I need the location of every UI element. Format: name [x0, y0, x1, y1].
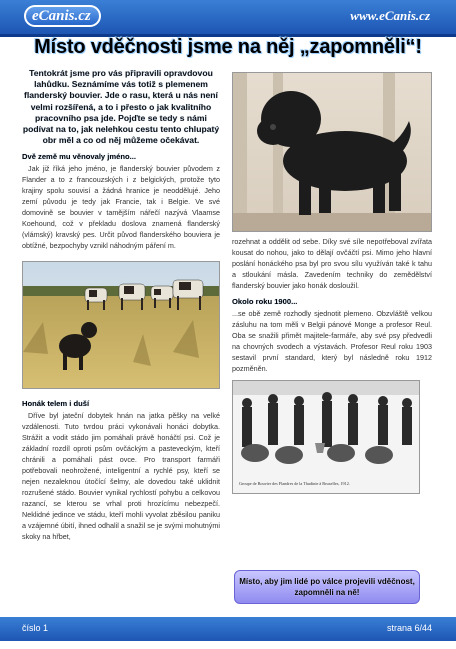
section-heading: Honák telem i duší: [22, 399, 90, 409]
historic-group-photo: [232, 380, 420, 494]
footer-bar: [0, 617, 456, 641]
site-url[interactable]: www.eCanis.cz: [350, 8, 430, 23]
left-column: [22, 68, 220, 542]
image-caption-box: Místo, aby jim lidé po válce projevili vděčnost, zapomněli na ně!: [234, 570, 420, 604]
section-text: Jak již říká jeho jméno, je flanderský bouvier původem z Flander a to z francouzských i z belgických, protože tyto krajiny spolu souvisí a žádná hranice je neoddělujé. Jeho zemí původu je tedy jak Francie, tak i Belgie. Ve své domovině se bouvier v tamějším nářečí nazývá Vlaamse Koehound, což v překladu doslova znamená flanderský (vlámský) kravský pes. Určit původ flanderského bouviera je obtížné, bezpochyby vznikl náhodným páření m.: [22, 164, 220, 251]
section-heading: Okolo roku 1900...: [232, 297, 298, 306]
issue-number: číslo 1: [22, 623, 49, 633]
continued-text: rozehnat a oddělit od sebe. Díky své síle nepotřeboval zvířata kousat do nohou, jako to dělají ovčáčtí psi. Mimo jeho hlavní poslání honáckého psa byl pro svou sílu využíván také k tahu a stloukání másla. Zavedením techniky do zemědělství flanderský bouvier jako honák dosloužil.: [232, 237, 432, 290]
article-intro: Tentokrát jsme pro vás připravili opravdovou lahůdku. Seznámíme vás totiž s plemenem flanderský bouvier. Jde o rasu, která u nás není velmi rozšířená, a to i přesto o jak kvalitního pracovního psa jde. Pojďte se tedy s námi podívat na to, jak nelehkou cestu tento chlupatý obr měl a co od něj můžeme očekávat.: [22, 68, 220, 146]
article-headline: Místo vděčnosti jsme na něj „zapomněli“!: [34, 36, 422, 58]
section-text: Dříve byl jateční dobytek hnán na jatka pěšky na velké vzdálenosti. Tuto tvrdou práci vykonávali honáci dobytka. Strážit a vodit stádo jim pomáhali právě honáčtí psi. Což je základní rozdíl oproti psům ovčáckým a pasteveckým, kteří chránili a pomáhali pást ovce. Pro transport farmáři potřebovali neohrožené, inteligentní a rychlé psy, kteří se nejen nezaleknou útočící šelmy, ale dovedou také uklidnit rozrušené stádo. Bouvier vynikal rychlostí pohybu a celkovou razancí, se kterou se vrhal proti hrozícímu nebezpečí. Neklidné jedince ve stádu, kteří mohli vyvolat zběsilou paniku a vzájemné úbití, ihned odhalil a snažil se je svými mohutnými skoky na hřbet,: [22, 411, 220, 542]
ecanis-logo[interactable]: eCanis.cz: [24, 5, 101, 27]
section-text: ...se obě země rozhodly sjednotit plemeno. Obzvláště velkou zásluhu na tom měli v Belgii pánové Monge a profesor Reul. Oba se snažili přimět majitele-farmáře, aby své psy předvedli na chovných svodech a výstavách. Profesor Reul roku 1903 sestavil první standard, který byl následně roku 1912 pozměněn.: [232, 309, 432, 373]
section-heading: Dvě země mu věnovaly jméno...: [22, 152, 136, 162]
photo-caption-text: Groupe de Bouvier des Flandres de la Thudinie à Bruxelles, 1912.: [239, 481, 350, 486]
dog-with-cattle-photo: [22, 261, 220, 389]
dog-show-1912-image: [233, 381, 419, 493]
header-bar: [0, 0, 456, 37]
field-photo-image: [23, 262, 219, 388]
bouvier-portrait-image: [233, 73, 431, 231]
black-dog-photo: [232, 72, 432, 232]
page-number: strana 6/44: [386, 623, 432, 633]
right-column: [232, 72, 432, 494]
